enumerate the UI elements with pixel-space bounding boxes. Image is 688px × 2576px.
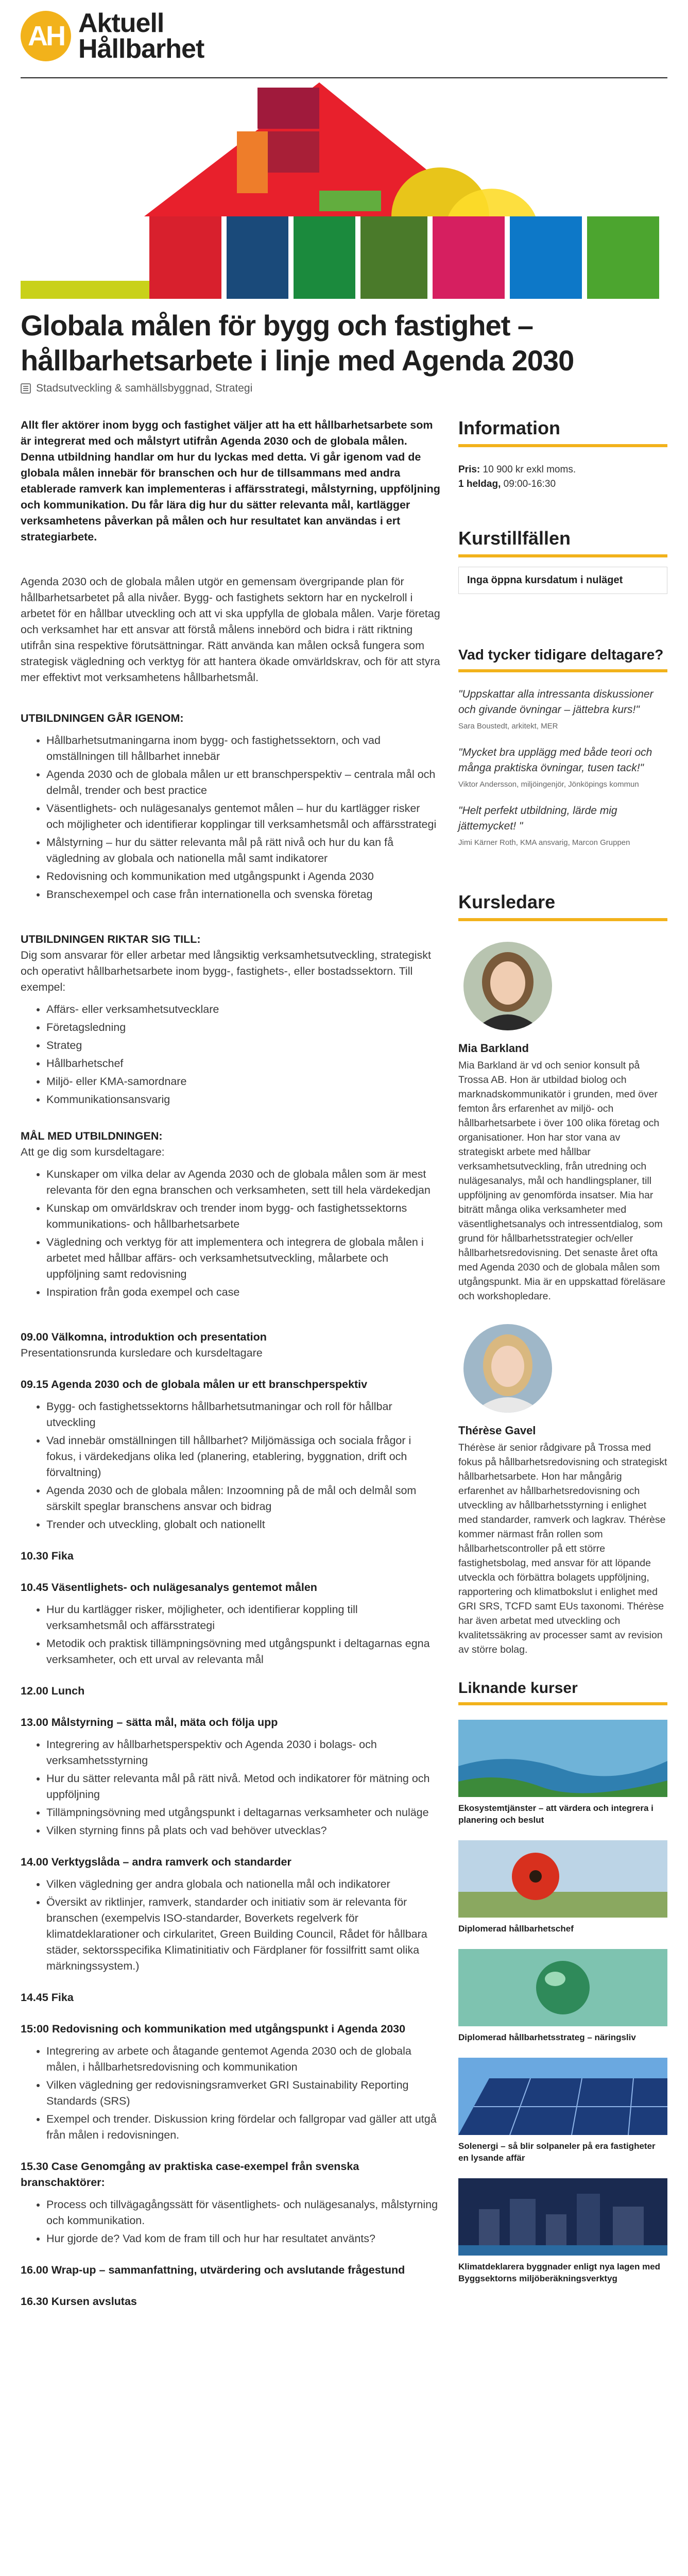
schedule-item	[21, 2021, 440, 2143]
list-item: • Hur du sätter relevanta mål på rätt nivå. Metod och indikatorer för mätning och uppföljning	[46, 1771, 440, 1803]
covers-heading: UTBILDNINGEN GÅR IGENOM:	[21, 712, 184, 724]
schedule-list	[21, 2197, 440, 2247]
course-title[interactable]: Solenergi – så blir solpaneler på era fastigheter en lysande affär	[458, 2141, 656, 2163]
logo-line-2: Hållbarhet	[78, 34, 204, 64]
list-item: • Bygg- och fastighetssektorns hållbarhetsutmaningar och roll för hållbar utveckling	[46, 1399, 440, 1431]
img-field	[458, 1892, 667, 1918]
hero-orange-block	[237, 131, 268, 193]
schedule-item	[21, 1548, 440, 1564]
testimonial-author: Viktor Andersson, miljöingenjör, Jönköpings kommun	[458, 780, 639, 789]
img-building	[510, 2199, 536, 2245]
list-item: • Kommunikationsansvarig	[46, 1092, 440, 1108]
schedule-title: 09.15 Agenda 2030 och de globala målen ur ett branschperspektiv	[21, 1378, 368, 1391]
schedule-item	[21, 2159, 440, 2247]
schedule-title: 15.30 Case Genomgång av praktiska case-exempel från svenska branschaktörer:	[21, 2160, 359, 2189]
list-item: • Metodik och praktisk tillämpningsövning med utgångspunkt i deltagarnas egna verksamheter, och ett urval av relevanta mål	[46, 1636, 440, 1668]
schedule-text: Presentationsrunda kursledare och kursdeltagare	[21, 1347, 263, 1359]
leader-bio: Mia Barkland är vd och senior konsult på Trossa AB. Hon är utbildad biolog och marknadskommunikatör i grunden, med över femton års erfarenhet av miljö- och hållbarhetsarbete i över 100 olika företag och organisationer. Hon har stor vana av strategiskt arbete med hållbar verksamhetsutveckling, från utredning och nulägesanalys, mål och handlingsplaner, till uppföljning av genomförda insatser. Mia har biträtt många olika verksamheter med väsentlighetsanalys och intressentdialog, som grund för hållbarhetsstrategier och/eller hållbarhetsredovisning. Det senaste året ofta med Agenda 2030 och de globala målen som utgångspunkt. Mia är en uppskattad föreläsare och workshopledare.	[458, 1060, 666, 1302]
schedule-list	[21, 1399, 440, 1533]
leader-name: Thérèse Gavel	[458, 1424, 536, 1437]
img-building	[546, 2214, 566, 2245]
hero-block-dark-green	[360, 216, 427, 299]
leaders-heading: Kursledare	[458, 891, 667, 921]
schedule-item	[21, 1683, 440, 1699]
avatar-face	[490, 961, 525, 1005]
similar-course[interactable]	[458, 2058, 667, 2164]
hero-green-strip	[319, 191, 381, 211]
covers-section	[21, 710, 440, 903]
duration-value: 09:00-16:30	[503, 479, 556, 489]
duration-row	[458, 477, 667, 492]
hero-block-navy	[227, 216, 288, 299]
schedule-item	[21, 1854, 440, 1974]
list-item: • Affärs- eller verksamhetsutvecklare	[46, 1002, 440, 1018]
list-item: • Strateg	[46, 1038, 440, 1054]
testimonial	[458, 687, 667, 731]
course-leader	[458, 942, 667, 1303]
price-label: Pris:	[458, 464, 480, 475]
schedule-title: 14.45 Fika	[21, 1991, 74, 2004]
occasions-heading: Kurstillfällen	[458, 528, 667, 557]
list-item: • Hur du kartlägger risker, möjligheter, och identifierar koppling till verksamhetsmål och affärsstrategi	[46, 1602, 440, 1634]
article-lead: Allt fler aktörer inom bygg och fastighet väljer att ha ett hållbarhetsarbete som är integrerat med och målstyrt utifrån Agenda 2030 och de globala målen. Denna utbildning handlar om hur du lyckas med detta. Vi går igenom vad de globala målen innebär för branschen och hur de tillsammans med andra etablerade ramverk kan implementeras i affärsstrategi, målstyrning, uppföljning och kommunikation. Du får lära dig hur du sätter relevanta mål, kartlägger verksamhetens påverkan på målen och hur resultatet kan användas i ert strategiarbete.	[21, 419, 440, 543]
hero-pink-block	[268, 131, 319, 173]
similar-courses	[458, 1680, 667, 2284]
audience-intro: Dig som ansvarar för eller arbetar med långsiktig verksamhetsutveckling, strategiskt och operativt hållbarhetsarbete inom bygg-, fastighets-, eller bostadssektorn. Till exempel:	[21, 949, 432, 993]
category-meta	[21, 382, 252, 395]
list-item: • Hållbarhetsutmaningarna inom bygg- och fastighetssektorn, och vad omställningen till hållbarhet innebär	[46, 733, 440, 765]
schedule-title: 09.00 Välkomna, introduktion och presentation	[21, 1331, 267, 1343]
duration-label: 1 heldag,	[458, 479, 501, 489]
schedule-title: 10.45 Väsentlighets- och nulägesanalys gentemot målen	[21, 1581, 317, 1594]
similar-course[interactable]	[458, 1949, 667, 2043]
testimonial	[458, 803, 667, 847]
logo-line-1: Aktuell	[78, 8, 164, 38]
goals-list	[21, 1166, 440, 1300]
similar-course[interactable]	[458, 1840, 667, 1935]
img-highlight	[545, 1972, 565, 1986]
list-item: • Branschexempel och case från internationella och svenska företag	[46, 887, 440, 903]
schedule-item	[21, 2262, 440, 2278]
info-box	[458, 463, 667, 492]
testimonial-text: "Uppskattar alla intressanta diskussioner och givande övningar – jättebra kurs!"	[458, 688, 653, 716]
hero-graphic	[21, 82, 667, 299]
hero-block-blue	[510, 216, 582, 299]
leader-avatar	[463, 942, 552, 1030]
similar-course[interactable]	[458, 1720, 667, 1826]
img-building	[613, 2207, 644, 2245]
schedule-list	[21, 1737, 440, 1839]
site-header	[21, 5, 667, 78]
list-item: • Väsentlighets- och nulägesanalys gentemot målen – hur du kartlägger risker och möjligheter och identifierar kopplingar till verksamhetsmål och affärsstrategi	[46, 801, 440, 833]
list-item: • Trender och utveckling, globalt och nationellt	[46, 1517, 440, 1533]
course-image[interactable]	[458, 1720, 667, 1797]
avatar-face	[491, 1346, 524, 1387]
site-logo[interactable]	[21, 10, 204, 62]
img-water	[458, 2245, 667, 2256]
schedule-item	[21, 2294, 440, 2310]
testimonial-author: Jimi Kärner Roth, KMA ansvarig, Marcon Gruppen	[458, 838, 630, 847]
list-item: • Översikt av riktlinjer, ramverk, standarder och initiativ som är relevanta för branschen (exempelvis ISO-standarder, Boverkets regelverk för klimatdeklarationer och cirkularitet, Green Building Council, Rådet för hållbara städer, sektorsspecifika Klimatinitiativ och Färdplaner för fossilfritt samt olika märkningssystem.)	[46, 1894, 440, 1974]
quotes-heading: Vad tycker tidigare deltagare?	[458, 646, 667, 672]
audience-section	[21, 931, 440, 1108]
similar-heading: Liknande kurser	[458, 1680, 667, 1705]
audience-heading: UTBILDNINGEN RIKTAR SIG TILL:	[21, 933, 201, 945]
list-item: • Vägledning och verktyg för att implementera och integrera de globala målen i arbetet med hållbar affärs- och verksamhetsutveckling, målarbete och uppföljning samt redovisning	[46, 1234, 440, 1282]
testimonial-author: Sara Boustedt, arkitekt, MER	[458, 722, 558, 731]
schedule-title: 15:00 Redovisning och kommunikation med utgångspunkt i Agenda 2030	[21, 2023, 406, 2035]
list-item: • Inspiration från goda exempel och case	[46, 1284, 440, 1300]
list-item: • Vilken vägledning ger redovisningsramverket GRI Sustainability Reporting Standards (SRS)	[46, 2077, 440, 2109]
schedule-title: 14.00 Verktygslåda – andra ramverk och standarder	[21, 1856, 291, 1868]
list-item: • Redovisning och kommunikation med utgångspunkt i Agenda 2030	[46, 869, 440, 885]
schedule-title: 13.00 Målstyrning – sätta mål, mäta och följa upp	[21, 1716, 278, 1728]
list-item: • Tillämpningsövning med utgångspunkt i deltagarnas verksamheter och nuläge	[46, 1805, 440, 1821]
course-leader	[458, 1324, 667, 1657]
hero-block-green	[294, 216, 355, 299]
list-item: • Integrering av arbete och åtagande gentemot Agenda 2030 och de globala målen, i hållbarhetsredovisning och kommunikation	[46, 2043, 440, 2075]
course-image[interactable]	[458, 2058, 667, 2135]
schedule-item	[21, 1329, 440, 1361]
audience-list	[21, 1002, 440, 1108]
hero-block-lime	[587, 216, 659, 299]
hero-block-pink	[433, 216, 505, 299]
sidebar	[458, 417, 667, 2284]
list-item: • Vilken styrning finns på plats och vad behöver utvecklas?	[46, 1823, 440, 1839]
course-title[interactable]: Diplomerad hållbarhetschef	[458, 1924, 574, 1934]
course-title[interactable]: Diplomerad hållbarhetsstrateg – näringsliv	[458, 2032, 636, 2042]
logo-text	[78, 10, 204, 62]
schedule-item	[21, 1990, 440, 2006]
price-value: 10 900 kr exkl moms.	[483, 464, 576, 475]
list-item: • Hur gjorde de? Vad kom de fram till och hur har resultatet använts?	[46, 2231, 440, 2247]
img-sphere	[536, 1961, 590, 2014]
schedule-title: 16.00 Wrap-up – sammanfattning, utvärdering och avslutande frågestund	[21, 2264, 405, 2276]
list-item: • Integrering av hållbarhetsperspektiv och Agenda 2030 i bolags- och verksamhetsstyrning	[46, 1737, 440, 1769]
goals-intro: Att ge dig som kursdeltagare:	[21, 1146, 165, 1158]
list-item: • Hållbarhetschef	[46, 1056, 440, 1072]
schedule-list	[21, 1876, 440, 1974]
list-item: • Vad innebär omställningen till hållbarhet? Miljömässiga och sociala frågor i fokus, i värdekedjans olika led (planering, etablering, byggnation, drift och förvaltning)	[46, 1433, 440, 1481]
list-item: • Agenda 2030 och de globala målen: Inzoomning på de mål och delmål som särskilt speglar branschens ansvar och bidrag	[46, 1483, 440, 1515]
leader-avatar	[463, 1324, 552, 1413]
leader-bio: Thérèse är senior rådgivare på Trossa med fokus på hållbarhetsredovisning och strategiskt hållbarhetsarbete. Hon har mångårig erfarenhet av hållbarhetsredovisning och utveckling av hållbarhetsstyrning i enlighet med standarder, ramverk och lagkrav. Thérèse kommer närmast från rollen som hållbarhetscontroller på ett större fastighetsbolag, med ansvar för att löpande utveckla och förbättra bolagets uppföljning, rapportering och klimatbokslut i enlighet med GRI SRS, TCFD samt EUs taxonomi. Thérèse har även arbetat med utveckling och kvalitetssäkring av processer samt av revision av större bolag.	[458, 1442, 667, 1655]
logo-mark: AH	[21, 11, 71, 61]
schedule	[21, 1329, 440, 2310]
img-building	[479, 2209, 500, 2245]
list-item: • Målstyrning – hur du sätter relevanta mål på rätt nivå och hur du kan få vägledning av globala och nationella mål samt indikatorer	[46, 835, 440, 867]
img-poppy-center	[529, 1870, 542, 1883]
price-row	[458, 463, 667, 477]
covers-list	[21, 733, 440, 903]
page-title: Globala målen för bygg och fastighet – hållbarhetsarbete i linje med Agenda 2030	[21, 309, 574, 377]
category-text[interactable]: Stadsutveckling & samhällsbyggnad, Strategi	[36, 382, 253, 394]
list-item: • Agenda 2030 och de globala målen ur ett branschperspektiv – centrala mål och delmål, trender och best practice	[46, 767, 440, 799]
list-item: • Företagsledning	[46, 1020, 440, 1036]
schedule-item	[21, 1377, 440, 1533]
course-title[interactable]: Ekosystemtjänster – att värdera och integrera i planering och beslut	[458, 1803, 653, 1825]
goals-heading: MÅL MED UTBILDNINGEN:	[21, 1130, 163, 1142]
schedule-list	[21, 1602, 440, 1668]
schedule-list	[21, 2043, 440, 2143]
schedule-title: 10.30 Fika	[21, 1550, 74, 1562]
testimonial-text: "Mycket bra upplägg med både teori och många praktiska övningar, tusen tack!"	[458, 747, 652, 774]
list-item: • Kunskap om omvärldskrav och trender inom bygg- och fastighetssektorns kommunikations- och hållbarhetsarbete	[46, 1200, 440, 1232]
testimonial-text: "Helt perfekt utbildning, lärde mig jättemycket! "	[458, 805, 617, 832]
schedule-item	[21, 1715, 440, 1839]
course-image[interactable]	[458, 1949, 667, 2026]
schedule-title: 12.00 Lunch	[21, 1685, 85, 1697]
article-body	[21, 417, 440, 2325]
testimonial	[458, 745, 667, 789]
course-title[interactable]: Klimatdeklarera byggnader enligt nya lagen med Byggsektorns miljöberäkningsverktyg	[458, 2262, 661, 2283]
hero-illustration	[21, 82, 667, 299]
schedule-title: 16.30 Kursen avslutas	[21, 2295, 137, 2308]
list-item: • Miljö- eller KMA-samordnare	[46, 1074, 440, 1090]
goals-section	[21, 1128, 440, 1300]
img-building	[577, 2194, 600, 2245]
schedule-item	[21, 1580, 440, 1668]
list-item: • Exempel och trender. Diskussion kring fördelar och fallgropar vad gäller att utgå från målen i redovisningen.	[46, 2111, 440, 2143]
info-heading: Information	[458, 417, 667, 447]
hero-block-red	[149, 216, 221, 299]
list-item: • Kunskaper om vilka delar av Agenda 2030 och de globala målen som är mest relevanta för den egna branschen och verksamheten, sett till hela värdekedjan	[46, 1166, 440, 1198]
course-image[interactable]	[458, 1840, 667, 1918]
list-item: • Vilken vägledning ger andra globala och nationella mål och indikatorer	[46, 1876, 440, 1892]
list-item: • Process och tillvägagångssätt för väsentlighets- och nulägesanalys, målstyrning och kommunikation.	[46, 2197, 440, 2229]
similar-course[interactable]	[458, 2178, 667, 2284]
hero-dark-red-block	[257, 88, 319, 129]
article-intro: Agenda 2030 och de globala målen utgör en gemensam övergripande plan för hållbarhetsarbetet på alla nivåer. Bygg- och fastighets sektorn har en nyckelroll i arbetet för en hållbar utveckling och att vi ska uppfylla de globala målen. Varje företag och verksamhet har ett ansvar att förstå målens innebörd och bidra i rätt riktning utifrån sina respektive förutsättningar. Rätt använda kan målen också fungera som strategisk vägledning och verktyg för att hantera ökade omvärldskrav, och för att styra mer effektivt mot verksamhetens hållbarhetsmål.	[21, 575, 440, 684]
no-occasions-box: Inga öppna kursdatum i nuläget	[458, 567, 667, 594]
leader-name: Mia Barkland	[458, 1042, 529, 1055]
category-icon	[21, 383, 31, 394]
course-image[interactable]	[458, 2178, 667, 2256]
